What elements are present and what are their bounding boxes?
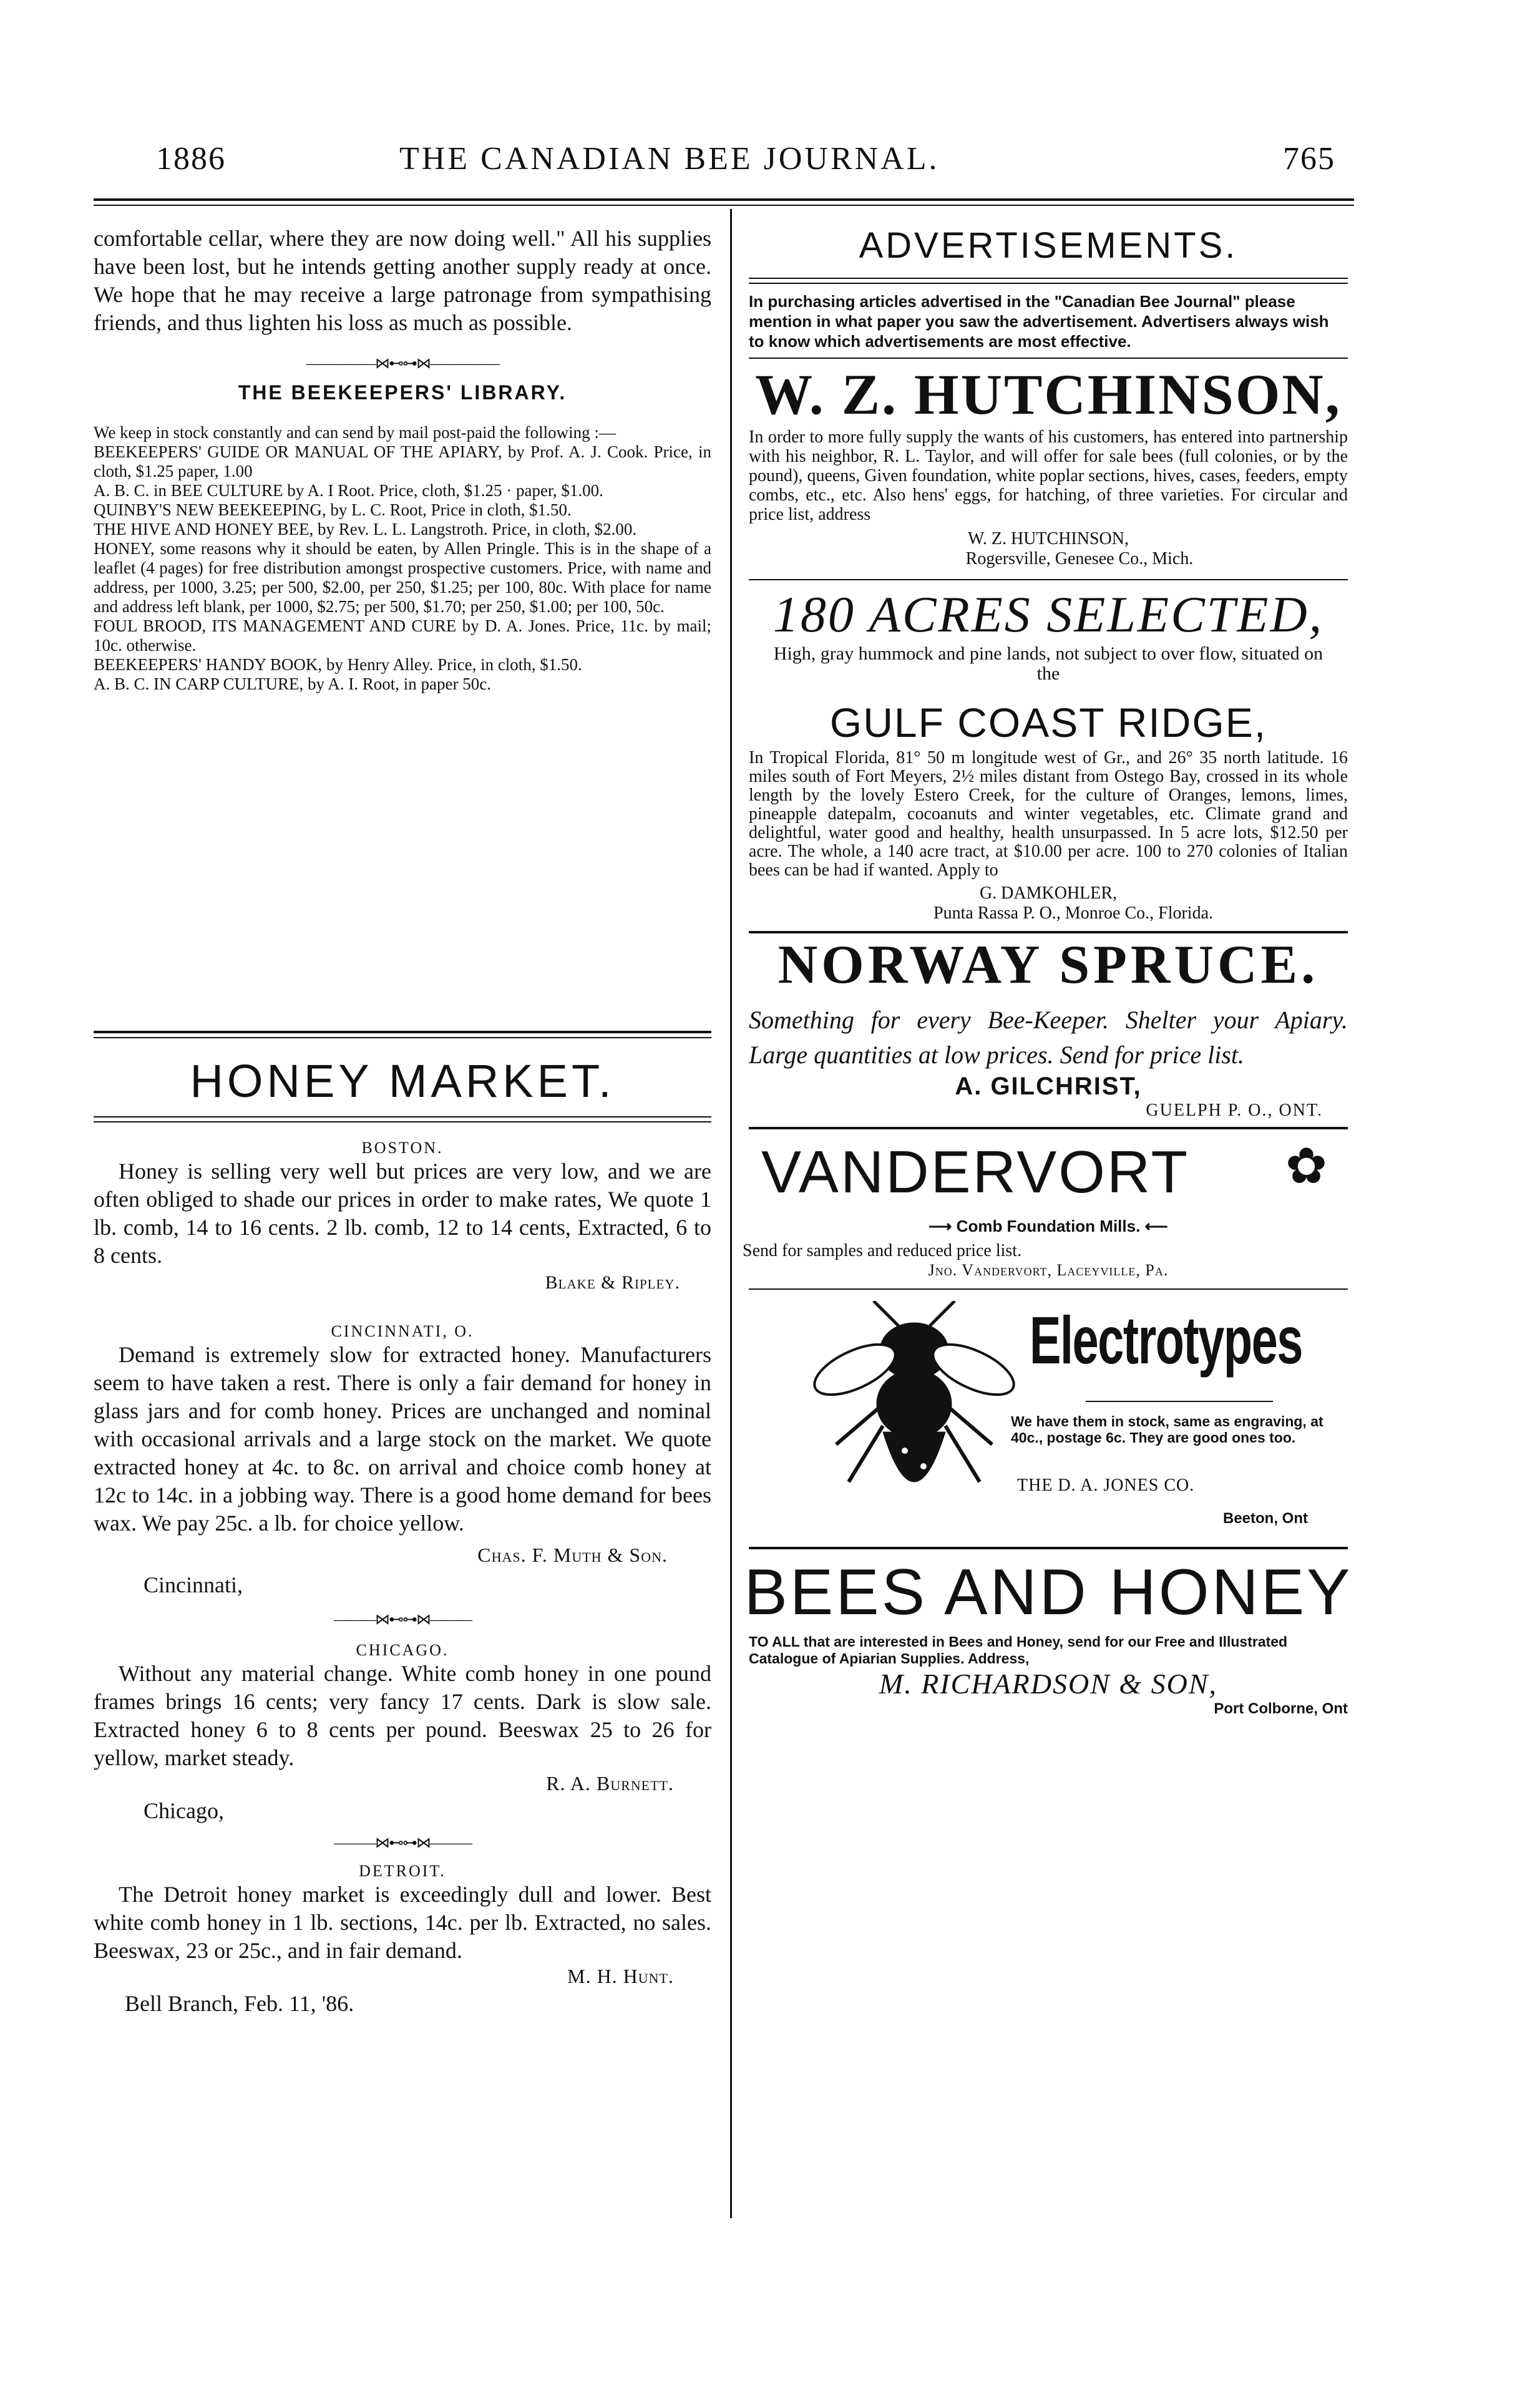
- electrotypes-text: We have them in stock, same as engraving, at 40c., postage 6c. They are good ones too.: [1011, 1413, 1323, 1446]
- ad-rule: [749, 579, 1348, 580]
- ad-rule: [749, 1127, 1348, 1129]
- damkohler-address: Punta Rassa P. O., Monroe Co., Florida.: [933, 903, 1213, 923]
- hutchinson-signature: W. Z. HUTCHINSON,: [968, 529, 1129, 548]
- library-title: THE BEEKEEPERS' LIBRARY.: [238, 381, 567, 404]
- detroit-signature: M. H. Hunt.: [567, 1965, 674, 1987]
- electrotypes-title: Electrotypes: [1030, 1302, 1302, 1378]
- boston-heading: BOSTON.: [361, 1139, 444, 1157]
- ad-rule: [749, 931, 1348, 933]
- library-item: BEEKEEPERS' HANDY BOOK, by Henry Alley. Price, in cloth, $1.50.: [94, 655, 582, 674]
- honey-market-rule-2: [94, 1121, 711, 1122]
- advertisements-title: ADVERTISEMENTS.: [859, 225, 1238, 266]
- honey-market-section: [94, 1054, 711, 2017]
- honey-market-rule: [94, 1116, 711, 1118]
- vandervort-signature: Jno. Vandervort, Laceyville, Pa.: [928, 1261, 1169, 1279]
- chicago-signature: R. A. Burnett.: [546, 1772, 674, 1794]
- norway-spruce-text: Something for every Bee-Keeper. Shelter your Apiary. Large quantities at low prices. Send for price list.: [749, 1006, 1348, 1069]
- clover-icon: ✿: [1285, 1139, 1328, 1194]
- honey-market-title: HONEY MARKET.: [190, 1055, 615, 1107]
- boston-signature: Blake & Ripley.: [545, 1272, 680, 1293]
- gilchrist-address: GUELPH P. O., ONT.: [1146, 1101, 1323, 1120]
- page-header: [156, 140, 1335, 190]
- library-list: [94, 423, 711, 694]
- ornament-divider: ———⋈⊷⊶⋈———: [334, 1835, 471, 1851]
- hutchinson-text: In order to more fully supply the wants of his customers, has entered into partnership with his neighbor, R. L. Taylor, and will offer for sale bees (full colonies, or by the pound), queens, Given foundation, white poplar sections, hives, cases, feeders, empty combs, etc., etc. Also hens' eggs, for hatching, of three varieties. For circular and price list, address: [749, 427, 1348, 524]
- adv-rule: [749, 278, 1348, 279]
- cincinnati-heading: CINCINNATI, O.: [331, 1322, 474, 1340]
- jones-signature: THE D. A. JONES CO.: [1017, 1476, 1195, 1495]
- ornament-divider: ———⋈⊷⊶⋈———: [334, 1612, 471, 1628]
- library-item: QUINBY'S NEW BEEKEEPING, by L. C. Root, Price in cloth, $1.50.: [94, 500, 572, 519]
- acres-title: 180 ACRES SELECTED,: [772, 586, 1324, 643]
- advertisement-notice: In purchasing articles advertised in the "Canadian Bee Journal" please mention in what paper you saw the advertisement. Advertisers always wish to know which advertisements are most effective.: [749, 292, 1329, 351]
- cincinnati-report: Demand is extremely slow for extracted honey. Manufacturers seem to have taken a rest. There is only a fair demand for honey in glass jars and for comb honey. Prices are unchanged and nominal with occasional arrivals and a large stock on the market. We quote extracted honey at 4c. to 8c. on arrival and choice comb honey at 12c to 14c. in a jobbing way. There is a good home demand for bees wax. We pay 25c. a lb. for choice yellow.: [94, 1342, 711, 1536]
- acres-text: In Tropical Florida, 81° 50 m longitude west of Gr., and 26° 35 north latitude. 16 miles south of Fort Meyers, 2½ miles distant from Ostego Bay, crossed in its whole length by the lovely Estero Creek, for the culture of Oranges, lemons, limes, pineapple datepalm, cocoanuts and winter vegetables, etc. Climate grand and delightful, water good and healthy, health unsurpassed. In 5 acre lots, $12.50 per acre. The whole, a 140 acre tract, at $10.00 per acre. 100 to 270 colonies of Italian bees can be had if wanted. Apply to: [749, 748, 1348, 880]
- boston-report: Honey is selling very well but prices are very low, and we are often obliged to shade our prices in order to make rates, We quote 1 lb. comb, 14 to 16 cents. 2 lb. comb, 12 to 14 cents, Extracted, 6 to 8 cents.: [94, 1159, 711, 1268]
- header-year: 1886: [156, 141, 226, 177]
- section-rule: [94, 1031, 711, 1033]
- detroit-place: Bell Branch, Feb. 11, '86.: [125, 1991, 354, 2016]
- adv-rule-3: [749, 358, 1348, 359]
- chicago-report: Without any material change. White comb honey in one pound frames brings 16 cents; very fancy 17 cents. Dark is slow sale. Extracted honey 6 to 8 cents per pound. Beeswax 25 to 26 for yellow, market steady.: [94, 1661, 711, 1770]
- electrotypes-ad: [736, 1295, 1360, 1538]
- left-column: [94, 225, 711, 694]
- hutchinson-name: W. Z. HUTCHINSON,: [755, 363, 1342, 426]
- adv-rule-2: [749, 283, 1348, 284]
- header-rule-thin: [94, 205, 1354, 206]
- ad-rule: [749, 1547, 1348, 1549]
- ad-rule: [749, 1288, 1348, 1290]
- library-item: THE HIVE AND HONEY BEE, by Rev. L. L. Langstroth. Price, in cloth, $2.00.: [94, 520, 637, 538]
- vandervort-subtitle-text: Comb Foundation Mills.: [956, 1217, 1141, 1235]
- chicago-place: Chicago,: [144, 1798, 224, 1823]
- ornament-divider: —————⋈⊷⊶⋈—————: [306, 356, 499, 372]
- bees-and-honey-text: TO ALL that are interested in Bees and Honey, send for our Free and Illustrated Catalogue of Apiarian Supplies. Address,: [749, 1634, 1288, 1667]
- vandervort-title: VANDERVORT: [761, 1139, 1190, 1205]
- gilchrist-signature: A. GILCHRIST,: [955, 1073, 1142, 1100]
- vandervort-text: Send for samples and reduced price list.: [743, 1241, 1022, 1260]
- library-item: HONEY, some reasons why it should be eaten, by Allen Pringle. This is in the shape of a leaflet (4 pages) for free distribution amongst prospective customers. Price, with name and address, per 1000, 3.25; per 500, $2.00, per 250, $1.25; per 100, 80c. With place for name and address left blank, per 1000, $2.75; per 500, $1.70; per 250, $1.00; per 100, 50c.: [94, 539, 711, 616]
- chicago-heading: CHICAGO.: [356, 1641, 449, 1659]
- damkohler-signature: G. DAMKOHLER,: [979, 884, 1118, 903]
- detroit-heading: DETROIT.: [359, 1862, 446, 1880]
- right-column: [736, 225, 1360, 1718]
- electrotypes-rule: [1086, 1401, 1273, 1402]
- intro-paragraph: comfortable cellar, where they are now doing well." All his supplies have been lost, but he intends getting another supply ready at once. We hope that he may receive a large patronage from sympathising friends, and thus lighten his loss as much as possible.: [94, 226, 711, 335]
- library-item: A. B. C. IN CARP CULTURE, by A. I. Root, in paper 50c.: [94, 674, 492, 693]
- library-intro: We keep in stock constantly and can send by mail post-paid the following :—: [94, 423, 616, 442]
- vandervort-subtitle: [736, 1217, 1360, 1236]
- gulf-coast-title: GULF COAST RIDGE,: [829, 699, 1267, 746]
- header-title: THE CANADIAN BEE JOURNAL.: [399, 141, 940, 177]
- cincinnati-signature: Chas. F. Muth & Son.: [477, 1544, 668, 1566]
- bee-engraving: [811, 1301, 1017, 1538]
- library-item: FOUL BROOD, ITS MANAGEMENT AND CURE by D. A. Jones. Price, 11c. by mail; 10c. otherwise.: [94, 616, 711, 655]
- hutchinson-address: Rogersville, Genesee Co., Mich.: [965, 549, 1194, 568]
- column-divider: [730, 209, 732, 2218]
- acres-subtitle: High, gray hummock and pine lands, not subject to over flow, situated on the: [773, 643, 1323, 684]
- library-item: BEEKEEPERS' GUIDE OR MANUAL OF THE APIARY, by Prof. A. J. Cook. Price, in cloth, $1.25 paper, 1.00: [94, 442, 711, 480]
- detroit-report: The Detroit honey market is exceedingly dull and lower. Best white comb honey in 1 lb. sections, 14c. per lb. Extracted, no sales. Beeswax, 23 or 25c., and in fair demand.: [94, 1882, 711, 1963]
- cincinnati-place: Cincinnati,: [144, 1572, 243, 1597]
- section-rule-thin: [94, 1037, 711, 1038]
- richardson-signature: M. RICHARDSON & SON,: [879, 1668, 1218, 1700]
- vandervort-banner: [736, 1136, 1360, 1217]
- arrow-left-icon: ⟶: [928, 1217, 952, 1235]
- header-page-number: 765: [1283, 141, 1335, 177]
- jones-address: Beeton, Ont: [1223, 1510, 1308, 1527]
- bees-and-honey-title: BEES AND HONEY: [744, 1556, 1353, 1629]
- library-item: A. B. C. in BEE CULTURE by A. I Root. Price, cloth, $1.25 · paper, $1.00.: [94, 481, 603, 500]
- arrow-right-icon: ⟵: [1144, 1217, 1168, 1235]
- norway-spruce-title: NORWAY SPRUCE.: [777, 935, 1319, 995]
- header-rule: [94, 198, 1354, 201]
- richardson-address: Port Colborne, Ont: [1214, 1700, 1348, 1717]
